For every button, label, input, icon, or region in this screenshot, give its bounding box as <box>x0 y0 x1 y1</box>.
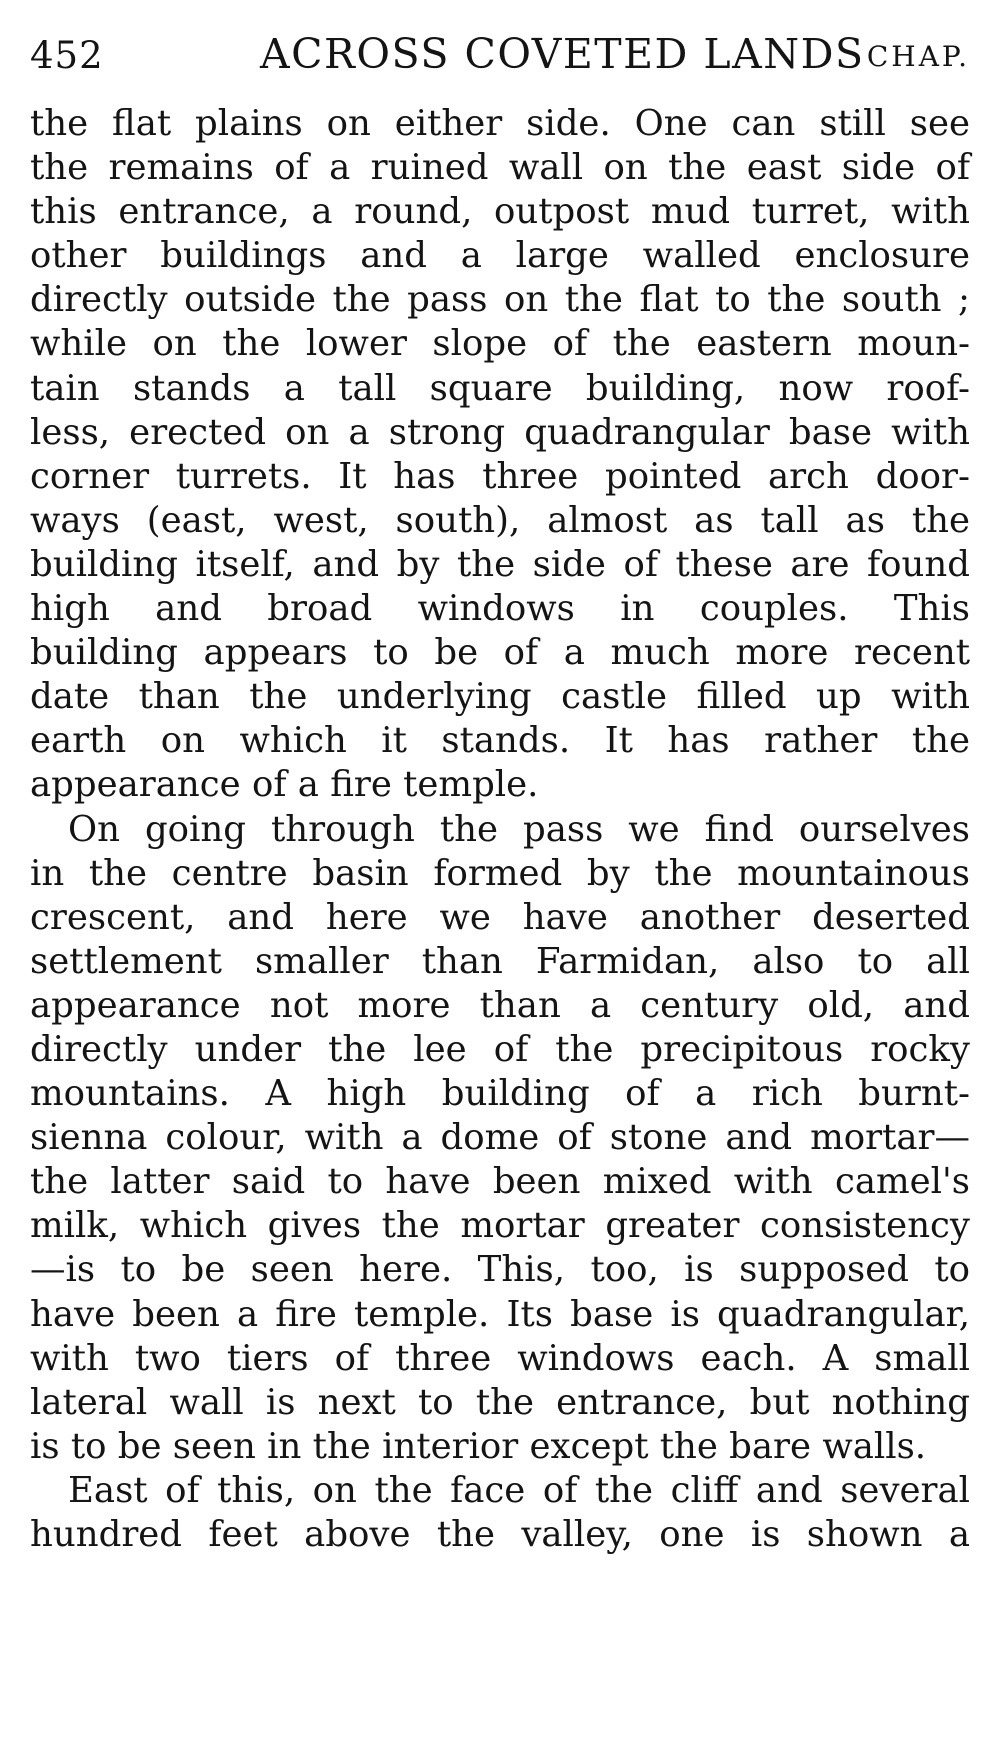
text-line: the latter said to have been mixed with camel's <box>30 1161 970 1203</box>
text-line: this entrance, a round, outpost mud turret, with <box>30 191 970 233</box>
running-title: ACROSS COVETED LANDS <box>260 30 865 78</box>
text-line: directly under the lee of the precipitous rocky <box>30 1028 970 1070</box>
text-line: directly outside the pass on the flat to the south ; <box>30 279 970 321</box>
text-line: high and broad windows in couples. This <box>30 588 970 630</box>
text-line: building appears to be of a much more recent <box>30 632 970 674</box>
page-number: 452 <box>30 34 104 77</box>
text-line: corner turrets. It has three pointed arch door- <box>30 455 970 497</box>
text-line: with two tiers of three windows each. A small <box>30 1337 970 1379</box>
body-text <box>30 102 970 1557</box>
text-line: crescent, and here we have another deserted <box>30 896 970 938</box>
text-line: date than the underlying castle filled up with <box>30 676 970 718</box>
text-line: hundred feet above the valley, one is shown a <box>30 1514 970 1555</box>
text-line: milk, which gives the mortar greater consistency <box>30 1205 970 1247</box>
running-head <box>30 28 970 84</box>
text-line: mountains. A high building of a rich burnt- <box>30 1073 970 1115</box>
text-line: building itself, and by the side of these are found <box>30 543 970 585</box>
text-line: earth on which it stands. It has rather the <box>30 720 970 762</box>
text-line: the remains of a ruined wall on the east side of <box>30 147 970 189</box>
text-line: sienna colour, with a dome of stone and mortar— <box>30 1117 970 1159</box>
text-line: lateral wall is next to the entrance, but nothing <box>30 1381 970 1423</box>
text-line: the flat plains on either side. One can still see <box>30 103 970 144</box>
text-line: appearance not more than a century old, and <box>30 984 970 1026</box>
text-line: in the centre basin formed by the mountainous <box>30 852 970 894</box>
text-line: have been a fire temple. Its base is quadrangular, <box>30 1293 970 1335</box>
text-line: settlement smaller than Farmidan, also to all <box>30 940 970 982</box>
text-line: —is to be seen here. This, too, is supposed to <box>30 1249 970 1291</box>
chapter-label: CHAP. <box>866 40 970 73</box>
text-line: ways (east, west, south), almost as tall as the <box>30 499 970 541</box>
text-line: less, erected on a strong quadrangular base with <box>30 411 970 453</box>
text-line: On going through the pass we find ourselves <box>68 808 970 850</box>
text-line: appearance of a fire temple. <box>30 764 539 806</box>
text-line: East of this, on the face of the cliff and several <box>68 1469 970 1511</box>
text-line: while on the lower slope of the eastern moun- <box>30 323 970 365</box>
text-line: tain stands a tall square building, now roof- <box>30 367 970 409</box>
text-line: other buildings and a large walled enclosure <box>30 235 970 277</box>
text-line: is to be seen in the interior except the bare walls. <box>30 1425 927 1467</box>
